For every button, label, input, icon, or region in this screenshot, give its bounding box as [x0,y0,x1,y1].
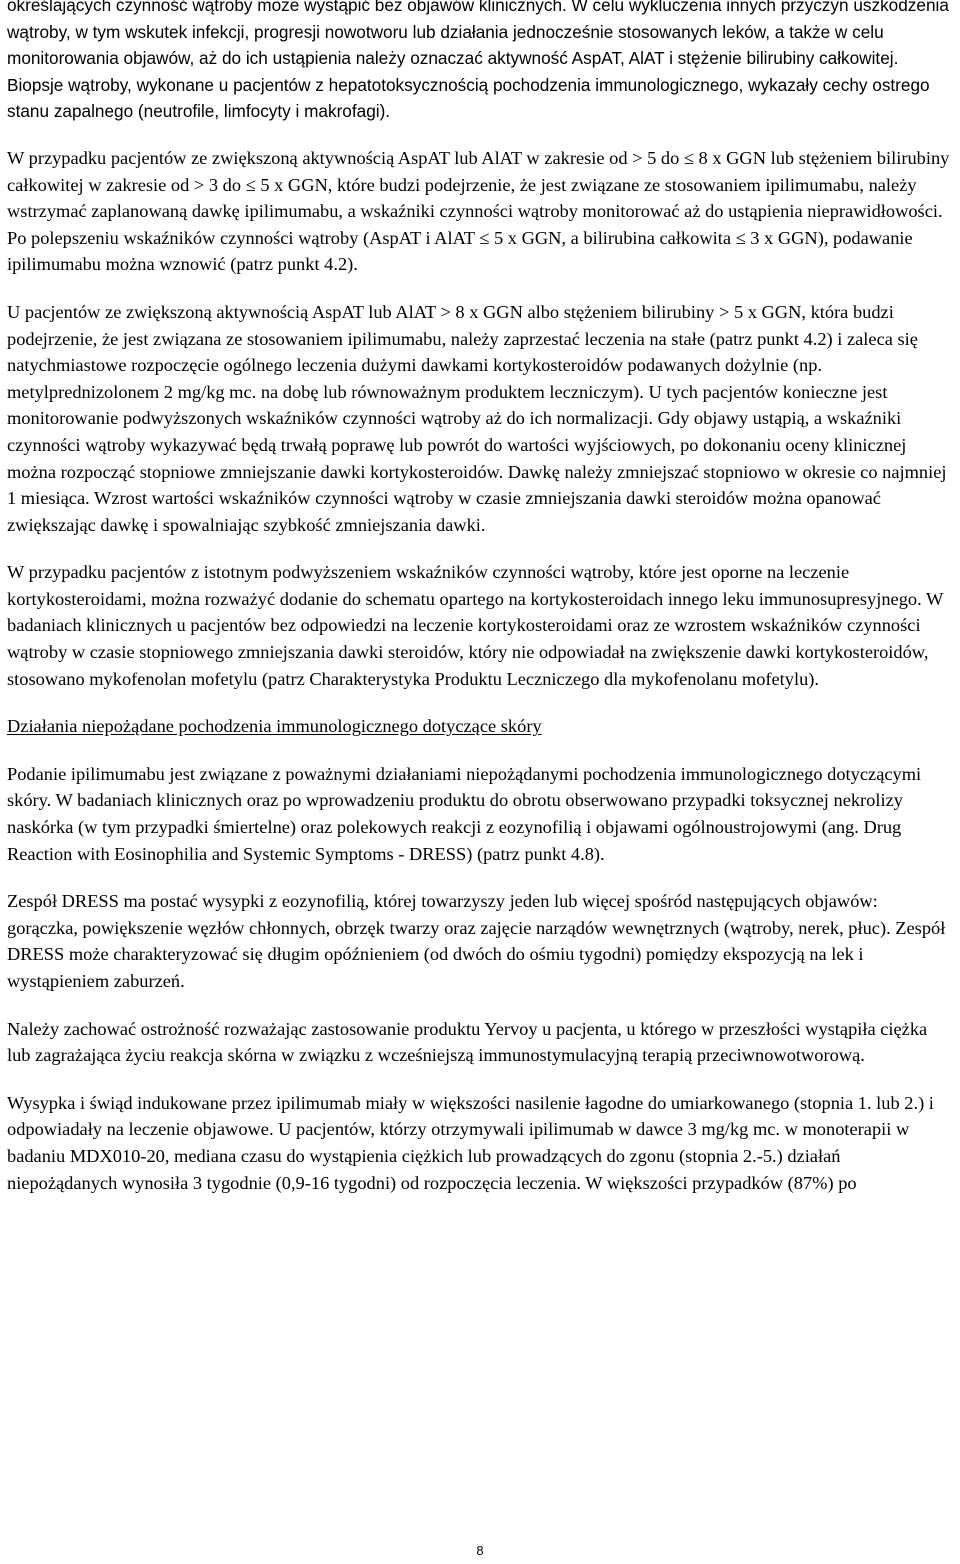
page-number: 8 [476,1543,484,1558]
body-paragraph: Podanie ipilimumabu jest związane z poważnymi działaniami niepożądanymi pochodzenia immunologicznego dotyczącymi skóry. W badaniach klinicznych oraz po wprowadzeniu produktu do obrotu obserwowano przypadki toksycznej nekrolizy naskórka (w tym przypadki śmiertelne) oraz polekowych reakcji z eozynofilią i objawami ogólnoustrojowymi (ang. Drug Reaction with Eosinophilia and Systemic Symptoms - DRESS) (patrz punkt 4.8). [7,763,922,864]
paragraph-text: określających czynność wątroby może wystąpić bez objawów klinicznych. W celu wykluczenia innych przyczyn uszkodzenia wątroby, w tym wskutek infekcji, progresji nowotworu lub działania jednocześnie stosowanych leków, a także w celu monitorowania objawów, aż do ich ustąpienia należy oznaczać aktywność AspAT, AlAT i stężenie bilirubiny całkowitej. Biopsje wątroby, wykonane u pacjentów z hepatotoksycznością pochodzenia immunologicznego, wykazały cechy ostrego stanu zapalnego (neutrofile, limfocyty i makrofagi). [7,0,949,122]
body-paragraph: Wysypka i świąd indukowane przez ipilimumab miały w większości nasilenie łagodne do umiarkowanego (stopnia 1. lub 2.) i odpowiadały na leczenie objawowe. U pacjentów, którzy otrzymywali ipilimumab w dawce 3 mg/kg mc. w monoterapii w badaniu MDX010-20, mediana czasu do wystąpienia ciężkich lub prowadzących do zgonu (stopnia 2.-5.) działań niepożądanych wynosiła 3 tygodnie (0,9-16 tygodni) od rozpoczęcia leczenia. W większości przypadków (87%) po [7,1092,934,1193]
body-paragraph: W przypadku pacjentów z istotnym podwyższeniem wskaźników czynności wątroby, które jest oporne na leczenie kortykosteroidami, można rozważyć dodanie do schematu opartego na kortykosteroidach innego leku immunosupresyjnego. W badaniach klinicznych u pacjentów bez odpowiedzi na leczenie kortykosteroidami oraz ze wzrostem wskaźników czynności wątroby w czasie stopniowego zmniejszania dawki steroidów, który nie odpowiadał na zwiększenie dawki kortykosteroidów, stosowano mykofenolan mofetylu (patrz Charakterystyka Produktu Leczniczego dla mykofenolanu mofetylu). [7,562,943,689]
document-page [7,0,952,1217]
body-paragraph [7,0,952,125]
body-paragraph: U pacjentów ze zwiększoną aktywnością AspAT lub AlAT > 8 x GGN albo stężeniem bilirubiny > 5 x GGN, która budzi podejrzenie, że jest związana ze stosowaniem ipilimumabu, należy zaprzestać leczenia na stałe (patrz punkt 4.2) i zaleca się natychmiastowe rozpoczęcie ogólnego leczenia dużymi dawkami kortykosteroidów podawanych dożylnie (np. metylprednizolonem 2 mg/kg mc. na dobę lub równoważnym produktem leczniczym). U tych pacjentów konieczne jest monitorowanie podwyższonych wskaźników czynności wątroby aż do ich normalizacji. Gdy objawy ustąpią, a wskaźniki czynności wątroby wykazywać będą trwałą poprawę lub powrót do wartości wyjściowych, po dokonaniu oceny klinicznej można rozpocząć stopniowe zmniejszanie dawki kortykosteroidów. Dawkę należy zmniejszać stopniowo w okresie co najmniej 1 miesiąca. Wzrost wartości wskaźników czynności wątroby w czasie zmniejszania dawki steroidów można opanować zwiększając dawkę i spowalniając szybkość zmniejszania dawki. [7,301,947,535]
body-paragraph: Należy zachować ostrożność rozważając zastosowanie produktu Yervoy u pacjenta, u którego w przeszłości wystąpiła ciężka lub zagrażająca życiu reakcja skórna w związku z wcześniejszą immunostymulacyjną terapią przeciwnowotworową. [7,1018,928,1066]
body-paragraph: Zespół DRESS ma postać wysypki z eozynofilią, której towarzyszy jeden lub więcej spośród następujących objawów: gorączka, powiększenie węzłów chłonnych, obrzęk twarzy oraz zajęcie narządów wewnętrznych (wątroby, nerek, płuc). Zespół DRESS może charakteryzować się długim opóźnieniem (od dwóch do ośmiu tygodni) pomiędzy ekspozycją na lek i wystąpieniem zaburzeń. [7,891,946,991]
body-paragraph: W przypadku pacjentów ze zwiększoną aktywnością AspAT lub AlAT w zakresie od > 5 do ≤ 8 x GGN lub stężeniem bilirubiny całkowitej w zakresie od > 3 do ≤ 5 x GGN, które budzi podejrzenie, że jest związane ze stosowaniem ipilimumabu, należy wstrzymać zaplanowaną dawkę ipilimumabu, a wskaźniki czynności wątroby monitorować aż do ustąpienia nieprawidłowości. Po polepszeniu wskaźników czynności wątroby (AspAT i AlAT ≤ 5 x GGN, a bilirubina całkowita ≤ 3 x GGN), podawanie ipilimumabu można wznowić (patrz punkt 4.2). [7,147,950,275]
section-heading: Działania niepożądane pochodzenia immunologicznego dotyczące skóry [7,716,542,737]
